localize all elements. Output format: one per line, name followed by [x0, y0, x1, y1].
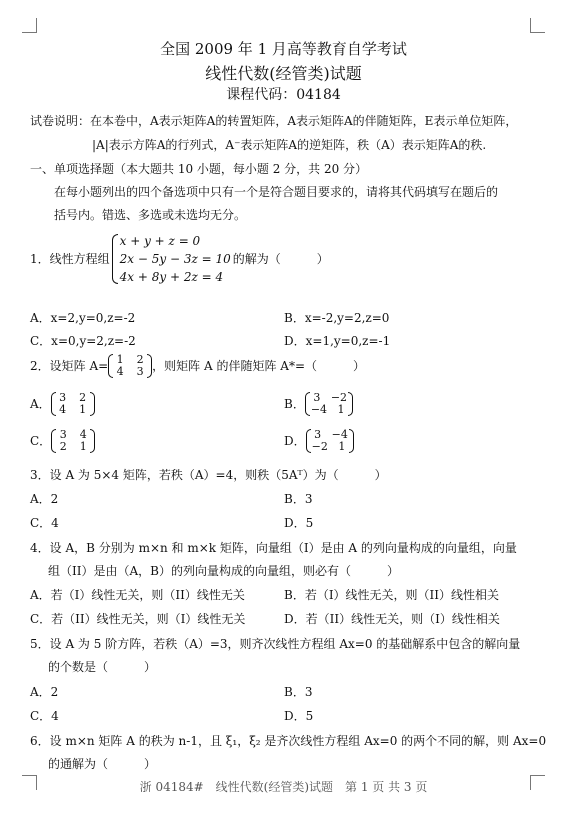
q2-option-d: D． 3 −4 −2 1: [284, 428, 354, 454]
question-6-line-2: 的通解为（ ）: [48, 757, 157, 771]
q5-option-c: C．4: [30, 709, 59, 723]
q1-eq1: x + y + z = 0: [119, 234, 201, 248]
question-1: [30, 232, 329, 286]
q2-option-a: A． 3 2 4 1: [30, 391, 95, 417]
q2-option-b-matrix: 3 −2 −4 1: [305, 392, 353, 416]
q1-option-c: C．x=0,y=2,z=-2: [30, 334, 136, 348]
q1-option-b: B．x=-2,y=2,z=0: [284, 311, 390, 325]
q4-option-b: B．若（I）线性无关，则（II）线性相关: [284, 588, 500, 602]
question-5-line-2: 的个数是（ ）: [48, 660, 157, 674]
q1-eq3: 4x + 8y + 2z = 4: [119, 270, 224, 284]
q2-option-c: C． 3 4 2 1: [30, 428, 95, 454]
section-desc-2: 括号内。错选、多选或未选均无分。: [54, 208, 247, 222]
q2-option-a-matrix: 3 2 4 1: [51, 392, 95, 416]
question-4-line-1: 4．设 A，B 分别为 m×n 和 m×k 矩阵，向量组（I）是由 A 的列向量构成的向量组，向量: [30, 541, 517, 555]
q1-equation-system: [112, 232, 231, 286]
question-4-line-2: 组（II）是由（A，B）的列向量构成的向量组，则必有（ ）: [48, 564, 399, 578]
q1-prefix: 1．线性方程组: [30, 252, 110, 266]
q1-suffix: 的解为（ ）: [232, 252, 329, 266]
exam-title: 全国 2009 年 1 月高等教育自学考试: [160, 40, 407, 58]
q4-option-d: D．若（II）线性无关，则（I）线性相关: [284, 612, 500, 626]
q1-eq2: 2x − 5y − 3z = 10: [119, 252, 231, 266]
course-code: 课程代码：04184: [226, 87, 341, 103]
q5-option-d: D．5: [284, 709, 314, 723]
q4-option-a: A．若（I）线性无关，则（II）线性无关: [30, 588, 245, 602]
q3-option-b: B．3: [284, 492, 313, 506]
q5-option-a: A．2: [30, 685, 59, 699]
crop-mark-top-right: [530, 18, 545, 33]
q2-matrix-a: 1 2 4 3: [108, 354, 152, 378]
q1-option-a: A．x=2,y=0,z=-2: [30, 311, 136, 325]
question-5-line-1: 5．设 A 为 5 阶方阵，若秩（A）=3，则齐次线性方程组 Ax=0 的基础解系中包含的解向量: [30, 637, 521, 651]
q3-option-a: A．2: [30, 492, 59, 506]
section-desc-1: 在每小题列出的四个备选项中只有一个是符合题目要求的，请将其代码填写在题后的: [54, 185, 499, 199]
question-3: 3．设 A 为 5×4 矩阵，若秩（A）=4，则秩（5Aᵀ）为（ ）: [30, 468, 387, 482]
page-footer: 浙 04184# 线性代数(经管类)试题 第 1 页 共 3 页: [139, 780, 428, 794]
instructions-line-1: 试卷说明：在本卷中，A表示矩阵A的转置矩阵，A表示矩阵A的伴随矩阵，E表示单位矩阵，: [30, 114, 518, 128]
q3-option-c: C．4: [30, 516, 59, 530]
question-2: [30, 353, 365, 379]
q2-suffix: ，则矩阵 A 的伴随矩阵 A*=（ ）: [152, 359, 366, 373]
q4-option-c: C．若（II）线性无关，则（I）线性无关: [30, 612, 246, 626]
q3-option-d: D．5: [284, 516, 314, 530]
instructions-line-2: |A|表示方阵A的行列式，A⁻表示矩阵A的逆矩阵，秩（A）表示矩阵A的秩.: [92, 138, 487, 152]
q2-option-c-matrix: 3 4 2 1: [51, 429, 95, 453]
q2-option-b: B． 3 −2 −4 1: [284, 391, 353, 417]
q2-prefix: 2．设矩阵 A=: [30, 359, 109, 373]
section-title: 一、单项选择题（本大题共 10 小题，每小题 2 分，共 20 分）: [30, 162, 368, 176]
question-6-line-1: 6．设 m×n 矩阵 A 的秩为 n-1，且 ξ₁，ξ₂ 是齐次线性方程组 Ax=0 的两个不同的解，则 Ax=0: [30, 734, 547, 748]
q5-option-b: B．3: [284, 685, 313, 699]
q2-option-d-matrix: 3 −4 −2 1: [306, 429, 354, 453]
exam-subject: 线性代数(经管类)试题: [205, 64, 362, 83]
q1-option-d: D．x=1,y=0,z=-1: [284, 334, 391, 348]
crop-mark-top-left: [22, 18, 37, 33]
